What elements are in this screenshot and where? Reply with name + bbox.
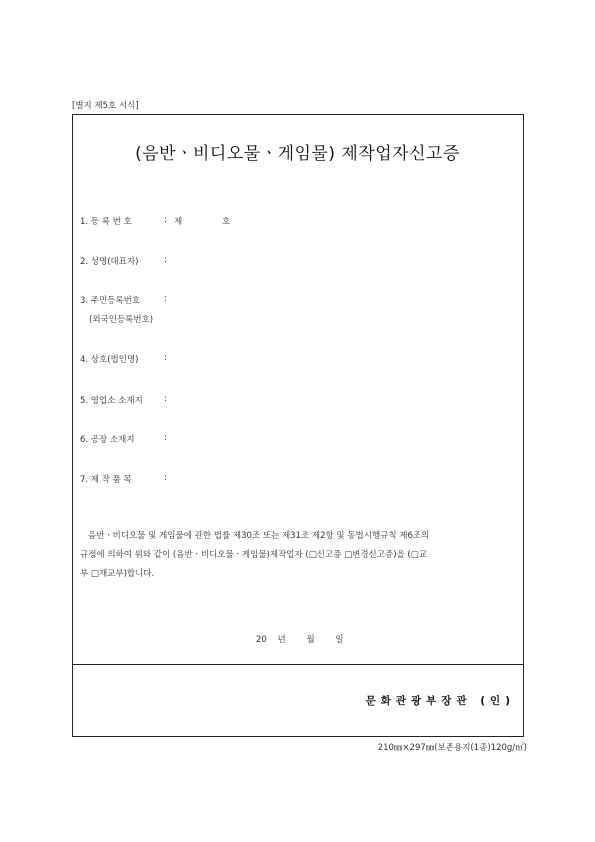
field-products — [80, 473, 167, 485]
field-value-suffix: 호 — [222, 217, 231, 227]
field-registration-number — [80, 215, 231, 227]
field-colon: : — [164, 394, 167, 404]
field-colon: : — [164, 294, 167, 304]
field-label: 7. 제 작 품 목 — [80, 475, 132, 485]
field-label: 4. 상호(법인명) — [80, 355, 139, 365]
field-colon: : — [164, 215, 167, 225]
field-label: 6. 공장 소재지 — [80, 435, 135, 445]
paper-spec: 210㎜×297㎜(보존용지(1종)120g/㎡) — [377, 743, 527, 753]
form-number: [별지 제5호 서식] — [72, 101, 139, 111]
date-month-label: 월 — [306, 635, 315, 645]
field-colon: : — [164, 353, 167, 363]
field-resident-number — [80, 294, 167, 306]
document-title: (음반ㆍ비디오물ㆍ게임물) 제작업자신고증 — [135, 144, 460, 164]
field-label: 3. 주민등록번호 — [80, 296, 141, 306]
statement-line: 음반ㆍ비디오물 및 게임물에 관한 법률 제30조 또는 제31조 제2항 및 동법시행규칙 제6조의 — [88, 531, 430, 541]
field-colon: : — [164, 255, 167, 265]
field-label: 5. 영업소 소재지 — [80, 396, 143, 406]
field-colon: : — [164, 473, 167, 483]
issue-date — [256, 633, 344, 645]
statement-line: 부 □재교부)합니다. — [80, 569, 155, 579]
date-year-label: 년 — [277, 635, 286, 645]
form-divider — [73, 664, 523, 665]
field-colon: : — [164, 433, 167, 443]
field-value: 제 — [174, 217, 183, 227]
field-label: 1. 등 록 번 호 — [80, 217, 132, 227]
field-office-address — [80, 394, 167, 406]
field-label: 2. 성명(대표자) — [80, 257, 139, 267]
statement-line: 규정에 의하여 위와 같이 (음반ㆍ비디오물ㆍ게임물)제작업자 (□신고증 □변경신고증)을 (□교 — [80, 550, 427, 560]
field-representative-name — [80, 255, 167, 267]
field-factory-address — [80, 433, 167, 445]
field-business-name — [80, 353, 167, 365]
date-day-label: 일 — [335, 635, 344, 645]
field-foreigner-number-label: (외국인등록번호) — [89, 315, 154, 325]
statement-paragraph — [80, 527, 517, 584]
issuer-signature: 문화관광부장관 (인) — [365, 695, 515, 707]
date-year-prefix: 20 — [256, 635, 267, 645]
